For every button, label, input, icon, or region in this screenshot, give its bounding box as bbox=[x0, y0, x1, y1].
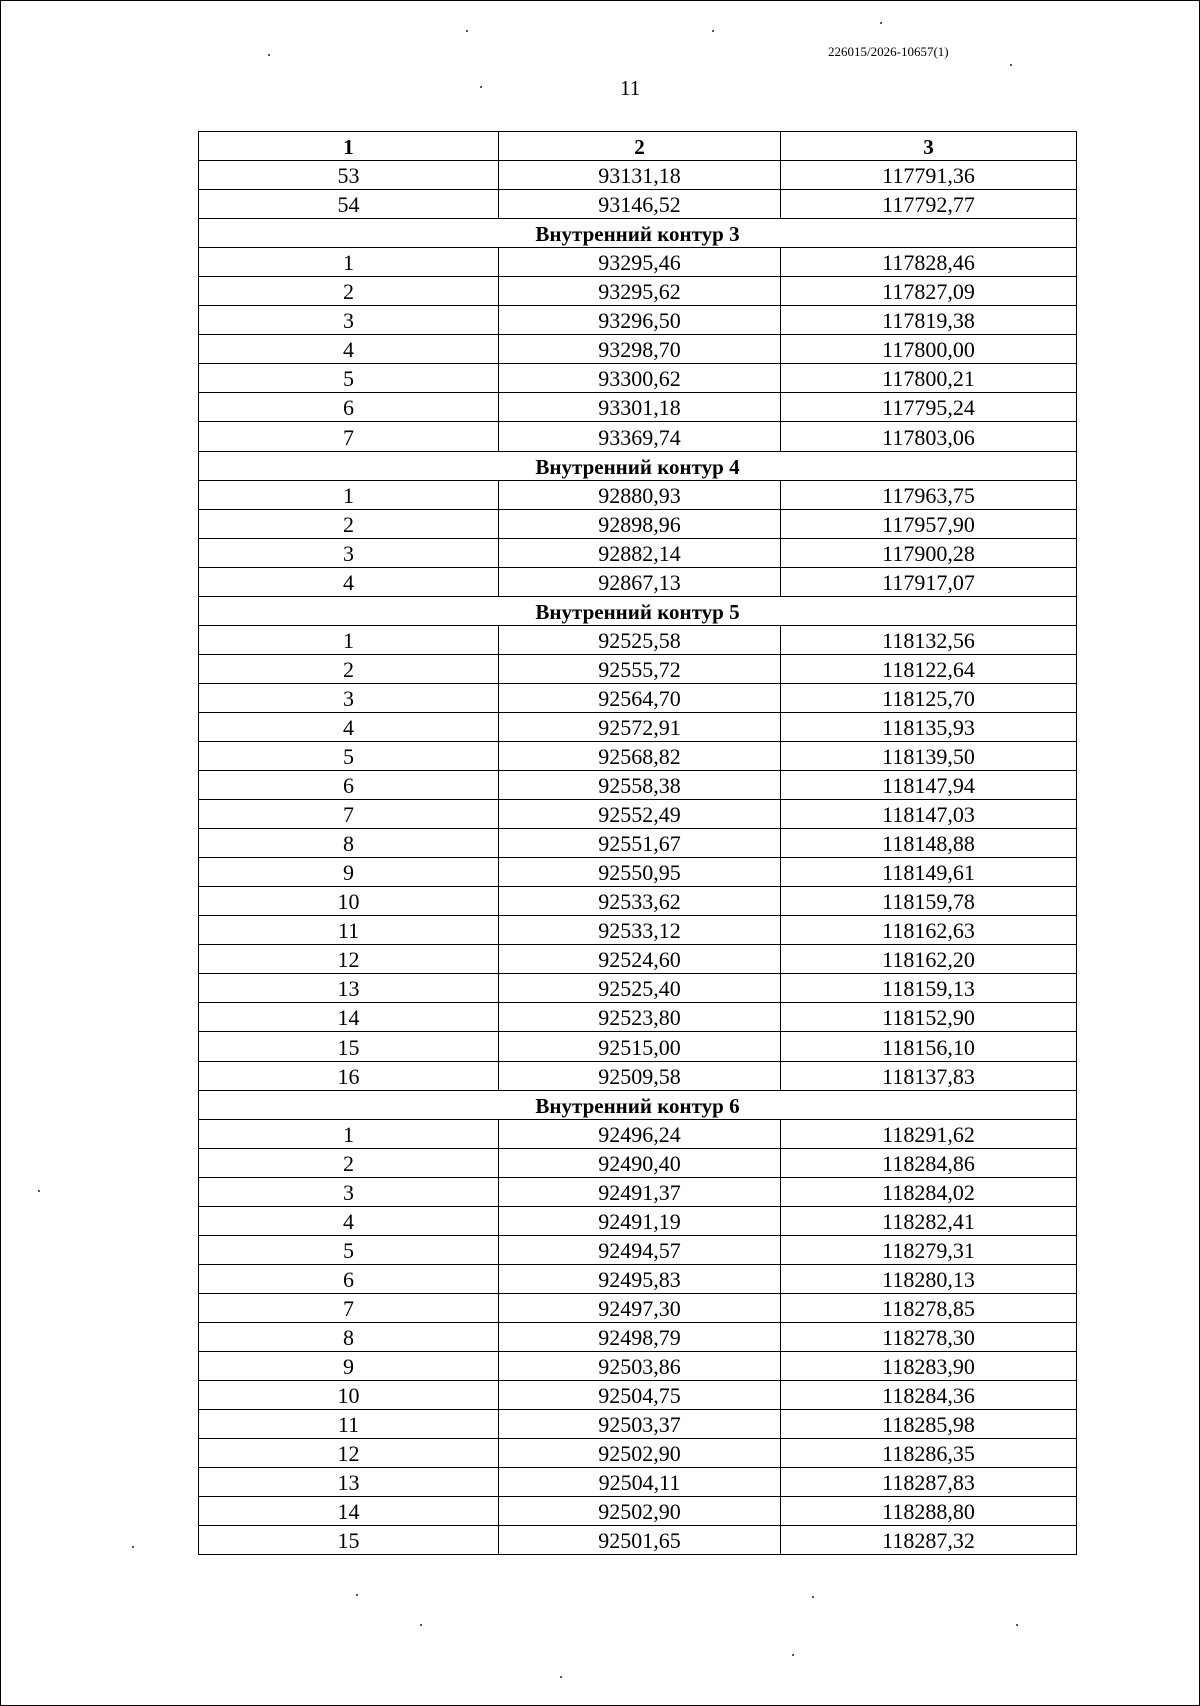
coordinates-table bbox=[198, 131, 1077, 1555]
table-row bbox=[199, 364, 1077, 393]
point-number-cell: 1 bbox=[199, 625, 499, 654]
x-coordinate-cell: 92509,58 bbox=[499, 1061, 781, 1090]
y-coordinate-cell: 118162,63 bbox=[781, 916, 1077, 945]
table-row bbox=[199, 800, 1077, 829]
section-title-row bbox=[199, 1090, 1077, 1119]
column-header: 2 bbox=[499, 132, 781, 161]
table-row bbox=[199, 1410, 1077, 1439]
document-number: 226015/2026-10657(1) bbox=[828, 44, 949, 59]
point-number-cell: 8 bbox=[199, 1322, 499, 1351]
x-coordinate-cell: 92501,65 bbox=[499, 1526, 781, 1555]
table-row bbox=[199, 1381, 1077, 1410]
point-number-cell: 53 bbox=[199, 161, 499, 190]
y-coordinate-cell: 118284,86 bbox=[781, 1148, 1077, 1177]
x-coordinate-cell: 92502,90 bbox=[499, 1497, 781, 1526]
table-row bbox=[199, 567, 1077, 596]
y-coordinate-cell: 117803,06 bbox=[781, 422, 1077, 451]
x-coordinate-cell: 92552,49 bbox=[499, 800, 781, 829]
y-coordinate-cell: 118152,90 bbox=[781, 1003, 1077, 1032]
y-coordinate-cell: 117917,07 bbox=[781, 567, 1077, 596]
table-row bbox=[199, 1322, 1077, 1351]
point-number-cell: 4 bbox=[199, 567, 499, 596]
point-number-cell: 2 bbox=[199, 654, 499, 683]
y-coordinate-cell: 117795,24 bbox=[781, 393, 1077, 422]
x-coordinate-cell: 92502,90 bbox=[499, 1439, 781, 1468]
table-row bbox=[199, 248, 1077, 277]
point-number-cell: 12 bbox=[199, 945, 499, 974]
point-number-cell: 8 bbox=[199, 829, 499, 858]
y-coordinate-cell: 118286,35 bbox=[781, 1439, 1077, 1468]
x-coordinate-cell: 92525,58 bbox=[499, 625, 781, 654]
y-coordinate-cell: 117828,46 bbox=[781, 248, 1077, 277]
column-header: 3 bbox=[781, 132, 1077, 161]
scan-speck bbox=[38, 1190, 40, 1192]
table-row bbox=[199, 712, 1077, 741]
table-row bbox=[199, 741, 1077, 770]
y-coordinate-cell: 118278,30 bbox=[781, 1322, 1077, 1351]
x-coordinate-cell: 92568,82 bbox=[499, 741, 781, 770]
x-coordinate-cell: 92880,93 bbox=[499, 480, 781, 509]
table-row bbox=[199, 974, 1077, 1003]
x-coordinate-cell: 92898,96 bbox=[499, 509, 781, 538]
x-coordinate-cell: 92533,12 bbox=[499, 916, 781, 945]
point-number-cell: 12 bbox=[199, 1439, 499, 1468]
scan-speck bbox=[480, 86, 482, 88]
point-number-cell: 4 bbox=[199, 335, 499, 364]
table-row bbox=[199, 1148, 1077, 1177]
scan-speck bbox=[792, 1654, 794, 1656]
page-number: 11 bbox=[620, 76, 641, 100]
x-coordinate-cell: 93301,18 bbox=[499, 393, 781, 422]
table-header-row bbox=[199, 132, 1077, 161]
y-coordinate-cell: 117963,75 bbox=[781, 480, 1077, 509]
x-coordinate-cell: 92867,13 bbox=[499, 567, 781, 596]
x-coordinate-cell: 92551,67 bbox=[499, 829, 781, 858]
y-coordinate-cell: 118288,80 bbox=[781, 1497, 1077, 1526]
x-coordinate-cell: 92882,14 bbox=[499, 538, 781, 567]
table-row bbox=[199, 1206, 1077, 1235]
scan-speck bbox=[356, 1594, 358, 1596]
section-title-row bbox=[199, 451, 1077, 480]
point-number-cell: 2 bbox=[199, 509, 499, 538]
point-number-cell: 3 bbox=[199, 1177, 499, 1206]
table-row bbox=[199, 654, 1077, 683]
point-number-cell: 6 bbox=[199, 1264, 499, 1293]
x-coordinate-cell: 92503,86 bbox=[499, 1351, 781, 1380]
y-coordinate-cell: 118159,13 bbox=[781, 974, 1077, 1003]
table-row bbox=[199, 277, 1077, 306]
point-number-cell: 7 bbox=[199, 422, 499, 451]
point-number-cell: 9 bbox=[199, 1351, 499, 1380]
x-coordinate-cell: 92523,80 bbox=[499, 1003, 781, 1032]
x-coordinate-cell: 93295,62 bbox=[499, 277, 781, 306]
table-row bbox=[199, 1497, 1077, 1526]
y-coordinate-cell: 118122,64 bbox=[781, 654, 1077, 683]
x-coordinate-cell: 92572,91 bbox=[499, 712, 781, 741]
point-number-cell: 15 bbox=[199, 1526, 499, 1555]
point-number-cell: 9 bbox=[199, 858, 499, 887]
x-coordinate-cell: 92498,79 bbox=[499, 1322, 781, 1351]
y-coordinate-cell: 118159,78 bbox=[781, 887, 1077, 916]
x-coordinate-cell: 92491,19 bbox=[499, 1206, 781, 1235]
y-coordinate-cell: 118149,61 bbox=[781, 858, 1077, 887]
table-row bbox=[199, 509, 1077, 538]
x-coordinate-cell: 93296,50 bbox=[499, 306, 781, 335]
x-coordinate-cell: 93131,18 bbox=[499, 161, 781, 190]
x-coordinate-cell: 92533,62 bbox=[499, 887, 781, 916]
y-coordinate-cell: 118282,41 bbox=[781, 1206, 1077, 1235]
point-number-cell: 13 bbox=[199, 974, 499, 1003]
y-coordinate-cell: 118125,70 bbox=[781, 683, 1077, 712]
y-coordinate-cell: 118147,03 bbox=[781, 800, 1077, 829]
x-coordinate-cell: 92515,00 bbox=[499, 1032, 781, 1061]
point-number-cell: 2 bbox=[199, 1148, 499, 1177]
table-row bbox=[199, 1264, 1077, 1293]
scan-speck bbox=[420, 1624, 422, 1626]
x-coordinate-cell: 92504,75 bbox=[499, 1381, 781, 1410]
point-number-cell: 5 bbox=[199, 741, 499, 770]
table-row bbox=[199, 771, 1077, 800]
point-number-cell: 6 bbox=[199, 771, 499, 800]
x-coordinate-cell: 92525,40 bbox=[499, 974, 781, 1003]
section-title: Внутренний контур 6 bbox=[199, 1090, 1077, 1119]
table-row bbox=[199, 887, 1077, 916]
x-coordinate-cell: 92496,24 bbox=[499, 1119, 781, 1148]
y-coordinate-cell: 118280,13 bbox=[781, 1264, 1077, 1293]
point-number-cell: 1 bbox=[199, 1119, 499, 1148]
y-coordinate-cell: 117791,36 bbox=[781, 161, 1077, 190]
table-row bbox=[199, 1177, 1077, 1206]
point-number-cell: 7 bbox=[199, 800, 499, 829]
y-coordinate-cell: 118284,36 bbox=[781, 1381, 1077, 1410]
section-title-row bbox=[199, 596, 1077, 625]
scan-speck bbox=[1016, 1624, 1018, 1626]
point-number-cell: 1 bbox=[199, 480, 499, 509]
point-number-cell: 6 bbox=[199, 393, 499, 422]
x-coordinate-cell: 92497,30 bbox=[499, 1293, 781, 1322]
table-row bbox=[199, 683, 1077, 712]
table-row bbox=[199, 1468, 1077, 1497]
y-coordinate-cell: 117800,21 bbox=[781, 364, 1077, 393]
point-number-cell: 4 bbox=[199, 1206, 499, 1235]
table-row bbox=[199, 190, 1077, 219]
x-coordinate-cell: 92503,37 bbox=[499, 1410, 781, 1439]
point-number-cell: 54 bbox=[199, 190, 499, 219]
x-coordinate-cell: 92555,72 bbox=[499, 654, 781, 683]
point-number-cell: 15 bbox=[199, 1032, 499, 1061]
x-coordinate-cell: 92495,83 bbox=[499, 1264, 781, 1293]
x-coordinate-cell: 92494,57 bbox=[499, 1235, 781, 1264]
point-number-cell: 10 bbox=[199, 1381, 499, 1410]
x-coordinate-cell: 93300,62 bbox=[499, 364, 781, 393]
table-row bbox=[199, 1032, 1077, 1061]
y-coordinate-cell: 118287,32 bbox=[781, 1526, 1077, 1555]
table-row bbox=[199, 1351, 1077, 1380]
table-row bbox=[199, 1235, 1077, 1264]
table-row bbox=[199, 422, 1077, 451]
point-number-cell: 13 bbox=[199, 1468, 499, 1497]
scan-speck bbox=[560, 1676, 562, 1678]
point-number-cell: 16 bbox=[199, 1061, 499, 1090]
table-row bbox=[199, 1061, 1077, 1090]
scan-speck bbox=[812, 1596, 814, 1598]
point-number-cell: 3 bbox=[199, 683, 499, 712]
point-number-cell: 11 bbox=[199, 1410, 499, 1439]
point-number-cell: 4 bbox=[199, 712, 499, 741]
point-number-cell: 10 bbox=[199, 887, 499, 916]
point-number-cell: 3 bbox=[199, 538, 499, 567]
y-coordinate-cell: 118139,50 bbox=[781, 741, 1077, 770]
table-row bbox=[199, 1439, 1077, 1468]
table-row bbox=[199, 1003, 1077, 1032]
section-title: Внутренний контур 4 bbox=[199, 451, 1077, 480]
table-row bbox=[199, 1526, 1077, 1555]
y-coordinate-cell: 118147,94 bbox=[781, 771, 1077, 800]
y-coordinate-cell: 118162,20 bbox=[781, 945, 1077, 974]
x-coordinate-cell: 92524,60 bbox=[499, 945, 781, 974]
y-coordinate-cell: 117800,00 bbox=[781, 335, 1077, 364]
y-coordinate-cell: 118291,62 bbox=[781, 1119, 1077, 1148]
x-coordinate-cell: 93369,74 bbox=[499, 422, 781, 451]
y-coordinate-cell: 118148,88 bbox=[781, 829, 1077, 858]
table-row bbox=[199, 538, 1077, 567]
table-row bbox=[199, 625, 1077, 654]
point-number-cell: 11 bbox=[199, 916, 499, 945]
y-coordinate-cell: 117900,28 bbox=[781, 538, 1077, 567]
x-coordinate-cell: 93146,52 bbox=[499, 190, 781, 219]
x-coordinate-cell: 93298,70 bbox=[499, 335, 781, 364]
table-row bbox=[199, 945, 1077, 974]
y-coordinate-cell: 118283,90 bbox=[781, 1351, 1077, 1380]
point-number-cell: 5 bbox=[199, 364, 499, 393]
scan-speck bbox=[1010, 64, 1012, 66]
scan-speck bbox=[132, 1546, 134, 1548]
scan-speck bbox=[268, 54, 270, 56]
x-coordinate-cell: 92490,40 bbox=[499, 1148, 781, 1177]
point-number-cell: 14 bbox=[199, 1497, 499, 1526]
point-number-cell: 1 bbox=[199, 248, 499, 277]
x-coordinate-cell: 92558,38 bbox=[499, 771, 781, 800]
y-coordinate-cell: 118156,10 bbox=[781, 1032, 1077, 1061]
x-coordinate-cell: 93295,46 bbox=[499, 248, 781, 277]
y-coordinate-cell: 117792,77 bbox=[781, 190, 1077, 219]
y-coordinate-cell: 118137,83 bbox=[781, 1061, 1077, 1090]
table-row bbox=[199, 393, 1077, 422]
y-coordinate-cell: 118278,85 bbox=[781, 1293, 1077, 1322]
table-row bbox=[199, 1293, 1077, 1322]
table-row bbox=[199, 829, 1077, 858]
table-row bbox=[199, 1119, 1077, 1148]
y-coordinate-cell: 118285,98 bbox=[781, 1410, 1077, 1439]
section-title-row bbox=[199, 219, 1077, 248]
section-title: Внутренний контур 3 bbox=[199, 219, 1077, 248]
table-row bbox=[199, 335, 1077, 364]
y-coordinate-cell: 118135,93 bbox=[781, 712, 1077, 741]
x-coordinate-cell: 92504,11 bbox=[499, 1468, 781, 1497]
y-coordinate-cell: 118279,31 bbox=[781, 1235, 1077, 1264]
scan-speck bbox=[466, 30, 468, 32]
table-row bbox=[199, 480, 1077, 509]
x-coordinate-cell: 92491,37 bbox=[499, 1177, 781, 1206]
y-coordinate-cell: 117957,90 bbox=[781, 509, 1077, 538]
table-row bbox=[199, 161, 1077, 190]
table-row bbox=[199, 858, 1077, 887]
scan-speck bbox=[712, 30, 714, 32]
column-header: 1 bbox=[199, 132, 499, 161]
y-coordinate-cell: 118287,83 bbox=[781, 1468, 1077, 1497]
table-row bbox=[199, 306, 1077, 335]
point-number-cell: 7 bbox=[199, 1293, 499, 1322]
y-coordinate-cell: 117827,09 bbox=[781, 277, 1077, 306]
x-coordinate-cell: 92564,70 bbox=[499, 683, 781, 712]
y-coordinate-cell: 118132,56 bbox=[781, 625, 1077, 654]
y-coordinate-cell: 118284,02 bbox=[781, 1177, 1077, 1206]
point-number-cell: 2 bbox=[199, 277, 499, 306]
section-title: Внутренний контур 5 bbox=[199, 596, 1077, 625]
y-coordinate-cell: 117819,38 bbox=[781, 306, 1077, 335]
x-coordinate-cell: 92550,95 bbox=[499, 858, 781, 887]
point-number-cell: 14 bbox=[199, 1003, 499, 1032]
scan-speck bbox=[880, 22, 882, 24]
point-number-cell: 3 bbox=[199, 306, 499, 335]
table-row bbox=[199, 916, 1077, 945]
point-number-cell: 5 bbox=[199, 1235, 499, 1264]
coordinates-table-body bbox=[199, 132, 1077, 1555]
